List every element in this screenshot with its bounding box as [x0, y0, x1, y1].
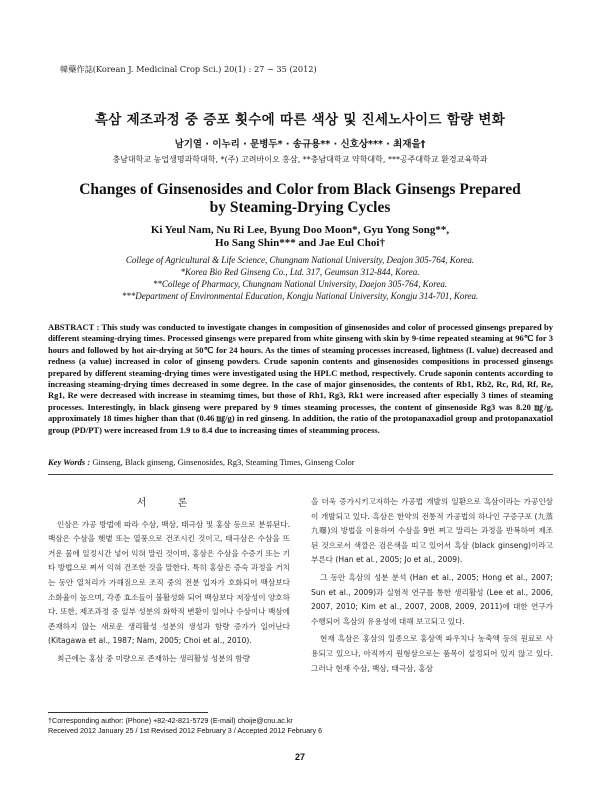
received-dates: Received 2012 January 25 / 1st Revised 2012 February 3 / Accepted 2012 February 6 [48, 726, 323, 735]
affiliation-line: College of Agricultural & Life Science, Chungnam National University, Deajon 305-764, Korea. [125, 255, 475, 265]
english-title [0, 181, 600, 217]
affiliation-line: **College of Pharmacy, Chungnam National University, Daejon 305-764, Korea. [152, 279, 448, 289]
corresponding-author: †Corresponding author: (Phone) +82-42-821-5729 (E-mail) choije@cnu.ac.kr [48, 716, 293, 725]
footnote-divider [48, 712, 208, 713]
english-authors-line2: Ho Sang Shin*** and Jae Eul Choi† [215, 237, 385, 249]
abstract: ABSTRACT : This study was conducted to investigate changes in composition of ginsenosides and color of processed ginsengs prepared by different steaming-drying times. Processed ginsengs were prepared from white ginseng with skin by 9-time repeated steaming at 96℃ for 3 hours and followed by hot air-drying at 50℃ for 24 hours. As the times of steaming processes increased, lightness (L value) decreased and redness (a value) increased in color of ginseng powders. Crude saponin contents and ginsenosides compositions in processed ginsengs prepared by different steaming-drying times were investigated using the HPLC method, respectively. Crude saponin contents according to increasing steaming-drying times decreased in some degree. In the case of major ginsenosides, the contents of Rb1, Rb2, Rc, Rd, Rf, Re, Rg1, Re were decreased with increase in steamimg times, but those of Rh1, Rg3, Rk1 were increased after especially 3 times of steaming processes. Interestingly, in black ginseng were prepared by 9 times steaming processes, the content of ginsenoside Rg3 was 8.20 ㎎/g, approximately 18 times higher than that (0.46 ㎎/g) in red ginseng. In addition, the ratio of the protopanaxadiol group and protopanaxatiol group (PD/PT) were increased from 1.9 to 8.4 due to increasing times of steamming process. [48, 322, 553, 435]
journal-header: 韓藥作誌(Korean J. Medicinal Crop Sci.) 20(1) : 27 − 35 (2012) [60, 64, 317, 74]
paragraph: 그 동안 흑삼의 성분 분석 (Han et al., 2005; Hong et al., 2007; Sun et al., 2009)과 실험적 연구를 통한 생리활성 (Lee et al., 2006, 2007, 2010; Kim et al., 2007, 2008, 2009, 2011)에 대한 연구가 수행되어 흑삼의 유용성에 대해 보고되고 있다. [311, 572, 553, 626]
korean-affiliation: 충남대학교 농업생명과학대학, *(주) 고려바이오 홍삼, **충남대학교 약학대학, ***공주대학교 환경교육학과 [112, 155, 488, 164]
keywords-label: Key Words : [48, 457, 91, 467]
keywords-text: Ginseng, Black ginseng, Ginsenosides, Rg3, Steaming Times, Ginseng Color [92, 457, 355, 467]
english-affiliations [0, 254, 600, 302]
paragraph: 인삼은 가공 방법에 따라 수삼, 백삼, 태극삼 및 홍삼 등으로 분류된다. 백삼은 수삼을 햇볕 또는 열풍으로 건조시킨 것이고, 태극삼은 수삼을 뜨거운 물에 일정시간 넣어 익혀 말린 것이며, 홍삼은 수삼을 수증기 또는 기타 방법으로 쪄서 익혀 건조한 것을 말한다. 특히 홍삼은 증숙 과정을 거치는 동안 열처리가 가해짐으로 조직 중의 전분 입자가 호화되어 백삼보다 소화율이 높으며, 각종 효소들이 불활성화 되어 백삼보다 저장성이 양호하다. 또한, 제조과정 중 일부 성분의 화학적 변환이 일어나 수삼이나 백삼에 존재하지 않는 새로운 생리활성 성분의 생성과 함량 증가가 일어난다 (Kitagawa et al., 1987; Nam, 2005; Choi et al., 2010). [48, 519, 290, 646]
right-column [311, 495, 553, 676]
korean-authors: 남기열 · 이누리 · 문병두* · 송규용** · 신호상*** · 최재을† [174, 139, 426, 150]
affiliation-line: *Korea Bio Red Ginseng Co., Ltd. 317, Geumsan 312-844, Korea. [180, 267, 420, 277]
paragraph: 을 더욱 증가시키고자하는 가공법 개발의 일환으로 흑삼이라는 가공인삼이 개발되고 있다. 흑삼은 한약의 전통적 가공법의 하나인 구증구포 (九蒸九曝)의 방법을 이용하여 수삼을 9번 쪄고 말리는 과정을 반복하여 제조된 것으로서 색깔은 검은색을 띠고 있어서 흑삼 (black ginseng)이라고 부른다 (Han et al., 2005; Jo et al., 2009). [311, 497, 553, 565]
affiliation-line: ***Department of Environmental Education, Kongju National University, Kongju 314-701, Korea. [121, 291, 479, 301]
english-authors [0, 224, 600, 250]
section-divider [48, 474, 553, 475]
english-title-line2: by Steaming-Drying Cycles [209, 199, 391, 216]
korean-title: 흑삼 제조과정 중 증포 횟수에 따른 색상 및 진세노사이드 함량 변화 [94, 112, 506, 128]
left-column [48, 497, 290, 667]
footnote [48, 716, 322, 736]
page-number: 27 [294, 752, 305, 762]
paragraph: 현재 흑삼은 홍삼의 일종으로 홍삼액 파우치나 농축액 등의 원료로 사용되고 있으나, 아직까지 원형삼으로는 품목이 설정되어 있지 않고 있다. 그러나 현재 수삼, 백삼, 태극삼, 홍삼 [311, 634, 553, 673]
keywords [48, 457, 553, 467]
section-title: 서 론 [136, 498, 202, 509]
english-title-line1: Changes of Ginsenosides and Color from Black Ginsengs Prepared [79, 181, 521, 198]
english-authors-line1: Ki Yeul Nam, Nu Ri Lee, Byung Doo Moon*, Gyu Yong Song**, [150, 224, 450, 236]
paragraph: 최근에는 홍삼 중 미량으로 존재하는 생리활성 성분의 함량 [57, 653, 250, 663]
